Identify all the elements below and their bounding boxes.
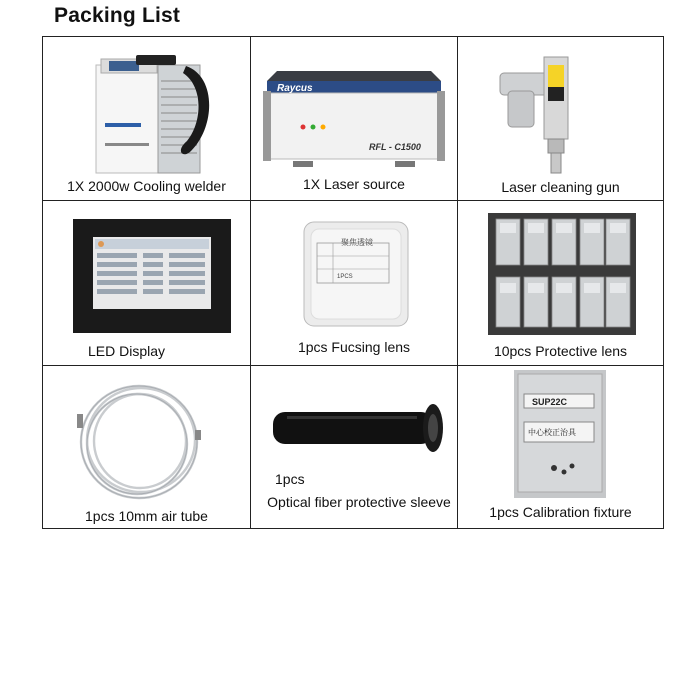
packing-list-grid: [42, 36, 664, 529]
laser-welder-machine-icon: [91, 51, 216, 176]
item-fiber-protective-sleeve: [251, 366, 458, 528]
item-caption: 10pcs Protective lens: [493, 343, 628, 359]
item-caption: Optical fiber protective sleeve: [267, 494, 451, 510]
item-caption: 1pcs 10mm air tube: [85, 508, 208, 524]
item-caption: Laser cleaning gun: [501, 179, 620, 195]
item-caption: 1pcs Fucsing lens: [297, 339, 411, 355]
page-title: Packing List: [54, 4, 181, 27]
item-led-display: [43, 201, 251, 366]
fixture-name-label: 中心校正治具: [528, 428, 576, 437]
item-focusing-lens: [251, 201, 458, 366]
item-caption: LED Display: [87, 343, 166, 359]
item-caption-qty: 1pcs: [275, 471, 305, 487]
item-cooling-welder: [43, 37, 251, 201]
item-protective-lens: [458, 201, 663, 366]
item-caption: 1X Laser source: [303, 176, 405, 192]
item-calibration-fixture: [458, 366, 663, 528]
fiber-sleeve-icon: [267, 396, 447, 456]
fixture-model-label: SUP22C: [532, 397, 568, 407]
cleaning-gun-icon: [498, 45, 618, 175]
item-caption: 1pcs Calibration fixture: [489, 504, 632, 520]
focusing-lens-qty: 1PCS: [337, 274, 353, 280]
protective-lens-bags-icon: [488, 213, 636, 335]
laser-source-brand: Raycus: [277, 83, 313, 94]
focusing-lens-label: 聚焦透镜: [341, 238, 373, 247]
air-tube-icon: [75, 378, 205, 504]
laser-source-model: RFL - C1500: [369, 142, 421, 152]
item-laser-source: [251, 37, 458, 201]
item-air-tube: [43, 366, 251, 528]
item-laser-cleaning-gun: [458, 37, 663, 201]
item-caption: 1X 2000w Cooling welder: [67, 178, 226, 194]
led-display-icon: [73, 217, 233, 335]
